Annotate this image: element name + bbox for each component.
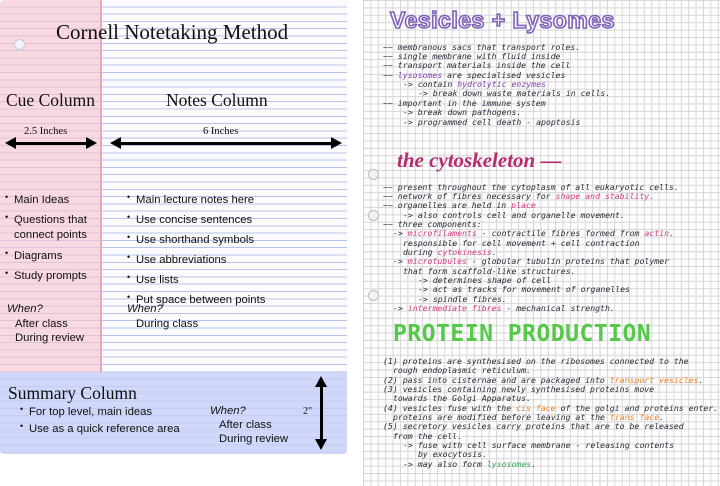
handwritten-line: ~~ important in the immune system (383, 98, 546, 108)
summary-height-arrow-icon (320, 385, 323, 441)
handwritten-line: ~~ lysosomes are specialised vesicles (383, 70, 566, 80)
cue-items-list (5, 193, 87, 290)
list-item: • Main Ideas (5, 193, 87, 208)
handwritten-line: responsible for cell movement + cell contraction (403, 238, 640, 248)
vesicles-heading: Vesicles + Lysomes (390, 7, 615, 33)
binder-hole (14, 39, 25, 50)
handwritten-line: -> break down pathogens. (403, 107, 522, 117)
handwritten-line: -> intermediate fibres - mechanical strength. (393, 303, 615, 313)
handwritten-line: -> fuse with cell surface membrane - releasing contents (403, 440, 675, 450)
notes-when-item: During class (136, 318, 199, 330)
cue-when-item: After class (15, 318, 68, 330)
handwritten-line: (1) proteins are synthesised on the ribosomes connected to the (383, 356, 689, 366)
list-item: • Main lecture notes here (127, 193, 265, 208)
handwritten-line: -> microfilaments - contractile fibres formed from actin. (393, 228, 675, 238)
list-item: • Use lists (127, 273, 265, 288)
cornell-template-page (0, 0, 347, 454)
handwritten-line: (3) vesicles containing newly synthesised proteins move (383, 384, 655, 394)
cue-width-label: 2.5 Inches (24, 126, 68, 137)
handwritten-line: from the cell. (393, 431, 463, 441)
list-item: • For top level, main ideas (20, 405, 180, 420)
notes-items-list (127, 193, 265, 312)
list-item: • Put space between points (127, 293, 265, 308)
handwritten-line: ~~ network of fibres necessary for shape and stability. (383, 191, 655, 201)
grid-paper-notes (363, 0, 720, 486)
handwritten-line: -> spindle fibres. (418, 294, 507, 304)
handwritten-line: -> act as tracks for movement of organelles (418, 284, 630, 294)
handwritten-line: ~~ three components: (383, 219, 482, 229)
list-item: • Questions that connect points (5, 213, 87, 243)
handwritten-line: ~~ transport materials inside the cell (383, 60, 571, 70)
handwritten-line: -> break down waste materials in cells. (418, 88, 611, 98)
handwritten-line: proteins are modified before leaving at the trans face. (393, 412, 665, 422)
summary-column-heading: Summary Column (8, 383, 137, 403)
handwritten-line: rough endoplasmic reticulum. (393, 365, 532, 375)
notes-width-label: 6 Inches (203, 126, 239, 137)
cue-when-item: During review (15, 332, 85, 344)
handwritten-line: ~~ membranous sacs that transport roles. (383, 42, 581, 52)
handwritten-line: -> also controls cell and organelle movement. (403, 210, 625, 220)
margin-line (100, 0, 102, 372)
summary-height-label: 2" (303, 406, 313, 417)
handwritten-line: (4) vesicles fuse with the cis face of the golgi and proteins enter. (383, 403, 719, 413)
summary-when-item: After class (219, 419, 272, 431)
handwritten-line: -> contain hydrolytic enzymes (403, 79, 546, 89)
handwritten-line: ~~ single membrane with fluid inside (383, 51, 561, 61)
handwritten-line: ~~ present throughout the cytoplasm of all eukaryotic cells. (383, 182, 679, 192)
list-item: • Use as a quick reference area (20, 422, 180, 437)
summary-when-label: When? (210, 405, 246, 417)
binder-hole (368, 290, 379, 301)
list-item: • Use abbreviations (127, 253, 265, 268)
summary-when-item: During review (219, 433, 289, 445)
list-item: • Study prompts (5, 269, 87, 284)
list-item: • Use concise sentences (127, 213, 265, 228)
protein-production-heading: PROTEIN PRODUCTION (393, 321, 652, 347)
cytoskeleton-heading: the cytoskeleton — (397, 148, 562, 172)
handwritten-line: -> determines shape of cell (418, 275, 552, 285)
page-title: Cornell Notetaking Method (56, 20, 289, 44)
handwritten-line: -> may also form lysosomes. (403, 459, 537, 469)
handwritten-line: (5) secretory vesicles carry proteins that are to be released (383, 421, 684, 431)
binder-hole (368, 210, 379, 221)
cue-when-label: When? (7, 303, 43, 315)
handwritten-line: towards the Golgi Apparatus. (393, 393, 532, 403)
list-item: • Use shorthand symbols (127, 233, 265, 248)
handwritten-line: (2) pass into cisternae and are packaged into transport vesicles. (383, 375, 704, 385)
cue-width-arrow-icon (14, 142, 88, 145)
cue-column-area (0, 0, 101, 372)
handwritten-line: -> microtubules - globular tubulin proteins that polymer (393, 256, 670, 266)
handwritten-line: by exocytosis. (418, 449, 488, 459)
cue-column-heading: Cue Column (6, 90, 95, 110)
binder-hole (368, 169, 379, 180)
notes-column-heading: Notes Column (166, 90, 268, 110)
handwritten-line: during cytokinesis. (403, 247, 497, 257)
handwritten-line: -> programmed cell death - apoptosis (403, 117, 581, 127)
handwritten-line: ~~ organelles are held in place (383, 200, 536, 210)
list-item: • Diagrams (5, 249, 87, 264)
summary-items-list (20, 405, 180, 440)
notes-when-label: When? (127, 303, 163, 315)
handwritten-line: that form scaffold-like structures. (403, 266, 576, 276)
notes-width-arrow-icon (119, 142, 333, 145)
